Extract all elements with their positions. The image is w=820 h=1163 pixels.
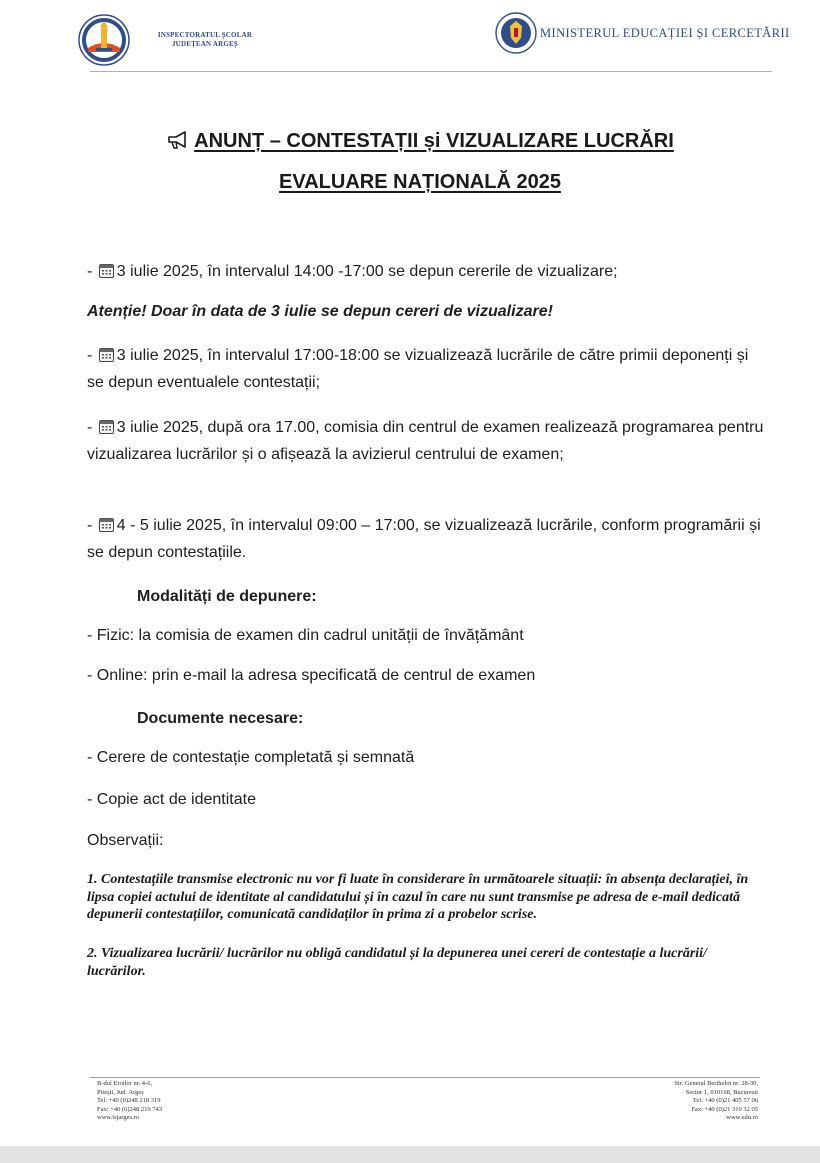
footer-isj-contact bbox=[97, 1080, 297, 1123]
footer-line: Str. General Berthelot nr. 28-30, bbox=[674, 1080, 758, 1087]
calendar-icon bbox=[99, 347, 114, 362]
documents-heading: Documente necesare: bbox=[137, 710, 304, 727]
schedule-item bbox=[87, 414, 767, 468]
megaphone-icon bbox=[166, 130, 190, 150]
footer-link[interactable]: www.isjarges.ro bbox=[97, 1114, 140, 1122]
observations-heading: Observații: bbox=[87, 832, 164, 849]
calendar-icon bbox=[99, 263, 114, 278]
footer-line: Fax: +40 (0)248 219 743 bbox=[97, 1105, 163, 1113]
documents-item: - Cerere de contestație completată și semnată bbox=[87, 749, 415, 766]
dash: - bbox=[87, 517, 97, 534]
isj-header-logo bbox=[78, 14, 278, 66]
ministry-name: MINISTERUL EDUCAȚIEI ȘI CERCETĂRII bbox=[540, 26, 790, 40]
footer-divider bbox=[90, 1077, 760, 1078]
ministry-seal-icon bbox=[495, 12, 537, 54]
schedule-text: 3 iulie 2025, în intervalul 14:00 -17:00 se depun cererile de vizualizare; bbox=[116, 263, 618, 280]
footer-ministry-contact bbox=[560, 1080, 758, 1123]
footer-line: Tel: +40 (0)248 218 319 bbox=[97, 1097, 161, 1105]
title-text: ANUNȚ – CONTESTAȚII și VIZUALIZARE LUCRĂRI bbox=[194, 130, 674, 152]
ministry-header-logo bbox=[495, 12, 790, 56]
documents-item: - Copie act de identitate bbox=[87, 791, 256, 808]
schedule-item bbox=[87, 342, 767, 396]
schedule-text: 3 iulie 2025, după ora 17.00, comisia din centrul de examen realizează programarea pentru vizualizarea lucrărilor și o afișează la avizierul centrului de examen; bbox=[87, 419, 764, 463]
page-title-line2: EVALUARE NAȚIONALĂ 2025 bbox=[279, 171, 561, 193]
submission-heading: Modalități de depunere: bbox=[137, 588, 317, 605]
header-divider bbox=[90, 71, 772, 72]
footer-line: Tel: +40 (0)21 405 57 06 bbox=[692, 1097, 758, 1105]
footer-line: Sector 1, 010168, București bbox=[685, 1088, 758, 1096]
submission-item: - Online: prin e-mail la adresa specificată de centrul de examen bbox=[87, 667, 536, 684]
dash: - bbox=[87, 347, 97, 364]
warning-note: Atenție! Doar în data de 3 iulie se depun cereri de vizualizare! bbox=[87, 303, 553, 320]
schedule-text: 3 iulie 2025, în intervalul 17:00-18:00 se vizualizează lucrările de către primii deponenți și se depun eventualele contestații; bbox=[87, 347, 749, 391]
isj-name-line: JUDEȚEAN ARGEȘ bbox=[171, 40, 238, 48]
observation-item: 1. Contestațiile transmise electronic nu vor fi luate în considerare în următoarele situații: în absența declarației, în lipsa copiei actului de identitate al candidatului și în cazul în care nu sunt transmise pe adresa de e-mail dedicată depunerii contestațiilor, comunicată candidaților în prima zi a probelor scrise. bbox=[87, 872, 749, 922]
footer-link[interactable]: www.edu.ro bbox=[726, 1114, 758, 1122]
schedule-text: 4 - 5 iulie 2025, în intervalul 09:00 – 17:00, se vizualizează lucrările, conform programării și se depun contestațiile. bbox=[87, 517, 761, 561]
footer-line: B-dul Eroilor nr. 4-6, bbox=[97, 1080, 153, 1087]
observation-item: 2. Vizualizarea lucrării/ lucrărilor nu obligă candidatul și la depunerea unei cereri de contestație a lucrării/ lucrărilor. bbox=[87, 946, 707, 979]
footer-line: Pitești, Jud. Argeș bbox=[97, 1088, 144, 1096]
dash: - bbox=[87, 419, 97, 436]
dash: - bbox=[87, 263, 97, 280]
calendar-icon bbox=[99, 419, 114, 434]
submission-item: - Fizic: la comisia de examen din cadrul unității de învățământ bbox=[87, 627, 524, 644]
isj-name-line: INSPECTORATUL ȘCOLAR bbox=[157, 31, 253, 39]
isj-emblem-icon bbox=[78, 14, 130, 66]
calendar-icon bbox=[99, 517, 114, 532]
page-bottom-margin bbox=[0, 1146, 820, 1163]
page-title-line1 bbox=[60, 130, 780, 153]
schedule-item bbox=[87, 258, 767, 285]
footer-line: Fax: +40 (0)21 310 32 05 bbox=[691, 1105, 758, 1113]
schedule-item bbox=[87, 512, 767, 566]
isj-name bbox=[135, 31, 275, 49]
